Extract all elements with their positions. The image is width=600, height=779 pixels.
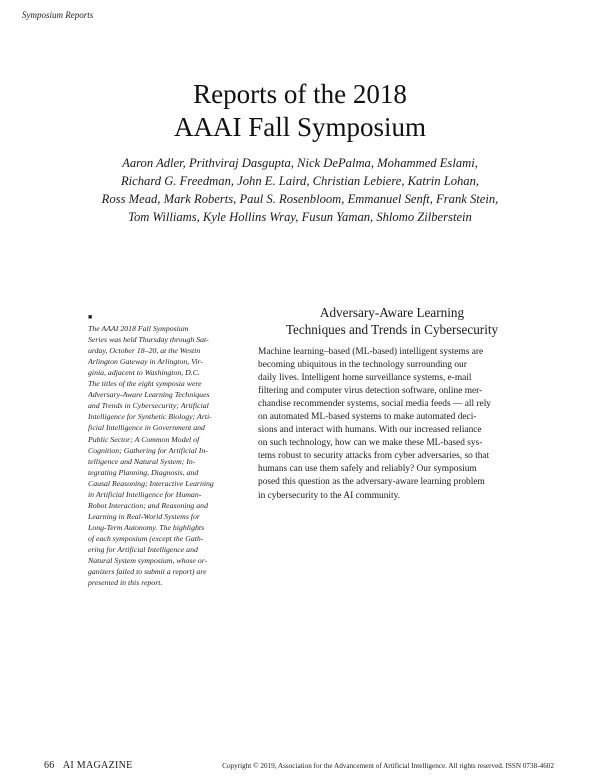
abstract-line: telligence and Natural System; In-	[88, 456, 196, 466]
body-line: filtering and computer virus detection software, online mer-	[258, 386, 483, 397]
body-line: on such technology, how can we make these ML-based sys-	[258, 438, 483, 449]
abstract	[88, 312, 260, 588]
body-line: tems robust to security attacks from cyber adversaries, so that	[258, 451, 490, 462]
author-line: Tom Williams, Kyle Hollins Wray, Fusun Yaman, Shlomo Zilberstein	[128, 210, 472, 224]
magazine-name: AI MAGAZINE	[62, 760, 133, 771]
section-body	[258, 346, 526, 503]
abstract-line: Cognition; Gathering for Artificial In-	[88, 445, 208, 455]
abstract-line: Natural System symposium, whose or-	[88, 556, 208, 566]
running-head: Symposium Reports	[22, 10, 94, 20]
abstract-line: ering for Artificial Intelligence and	[88, 544, 198, 554]
body-line: on automated ML-based systems to make automated deci-	[258, 412, 477, 423]
author-line: Ross Mead, Mark Roberts, Paul S. Rosenbloom, Emmanuel Senft, Frank Stein,	[101, 192, 499, 206]
copyright-notice: Copyright © 2019, Association for the Advancement of Artificial Intelligence. All rights reserved. ISSN 0738-4602	[222, 762, 554, 770]
title-line: Reports of the 2018	[193, 79, 407, 109]
abstract-line	[88, 312, 260, 334]
page-footer-left	[44, 760, 133, 771]
abstract-line: in Artificial Intelligence for Human-	[88, 489, 202, 499]
abstract-line: Adversary-Aware Learning Techniques	[88, 390, 210, 400]
body-line: daily lives. Intelligent home surveillance systems, e-mail	[258, 373, 472, 384]
abstract-first-line-text: The AAAI 2018 Fall Symposium	[88, 324, 189, 334]
abstract-line: urday, October 18–20, at the Westin	[88, 346, 201, 356]
abstract-line: Learning in Real-World Systems for	[88, 511, 200, 521]
body-line: humans can use them safely and reliably? Our symposium	[258, 464, 477, 475]
abstract-line: Robot Interaction; and Reasoning and	[88, 500, 208, 510]
abstract-line: tegrating Planning, Diagnosis, and	[88, 467, 199, 477]
section-heading-line: Adversary-Aware Learning	[319, 305, 465, 320]
abstract-line: Series was held Thursday through Sat-	[88, 335, 209, 345]
body-line: chandise recommender systems, social media feeds — all rely	[258, 399, 491, 410]
body-line: in cybersecurity to the AI community.	[258, 490, 401, 501]
abstract-line: The titles of the eight symposia were	[88, 379, 202, 389]
abstract-line: Intelligence for Synthetic Biology; Arti-	[88, 412, 212, 422]
body-line: becoming ubiquitous in the technology surrounding our	[258, 360, 467, 371]
body-line: posed this question as the adversary-aware learning problem	[258, 477, 485, 488]
abstract-line: of each symposium (except the Gath-	[88, 533, 204, 543]
body-line: sions and interact with humans. With our increased reliance	[258, 425, 482, 436]
abstract-line: presented in this report.	[88, 578, 163, 588]
author-list	[60, 154, 540, 226]
abstract-line: Arlington Gateway in Arlington, Vir-	[88, 357, 203, 367]
abstract-line: Public Sector; A Common Model of	[88, 434, 200, 444]
abstract-line: ficial Intelligence in Government and	[88, 423, 205, 433]
author-line: Aaron Adler, Prithviraj Dasgupta, Nick DePalma, Mohammed Eslami,	[122, 156, 478, 170]
section-heading	[258, 304, 526, 338]
abstract-line: and Trends in Cybersecurity; Artificial	[88, 401, 209, 411]
author-line: Richard G. Freedman, John E. Laird, Christian Lebiere, Katrin Lohan,	[120, 174, 480, 188]
section-heading-line: Techniques and Trends in Cybersecurity	[285, 322, 499, 337]
abstract-line: ginia, adjacent to Washington, D.C.	[88, 368, 200, 378]
bullet-icon: ■	[88, 313, 93, 321]
body-line: Machine learning–based (ML-based) intelligent systems are	[258, 347, 484, 357]
title-line: AAAI Fall Symposium	[173, 112, 427, 142]
abstract-line: Long-Term Autonomy. The highlights	[88, 522, 205, 532]
article-title	[0, 78, 600, 144]
abstract-line: ganizers failed to submit a report) are	[88, 567, 207, 577]
abstract-line: Causal Reasoning; Interactive Learning	[88, 478, 214, 488]
page-number: 66	[44, 760, 55, 771]
